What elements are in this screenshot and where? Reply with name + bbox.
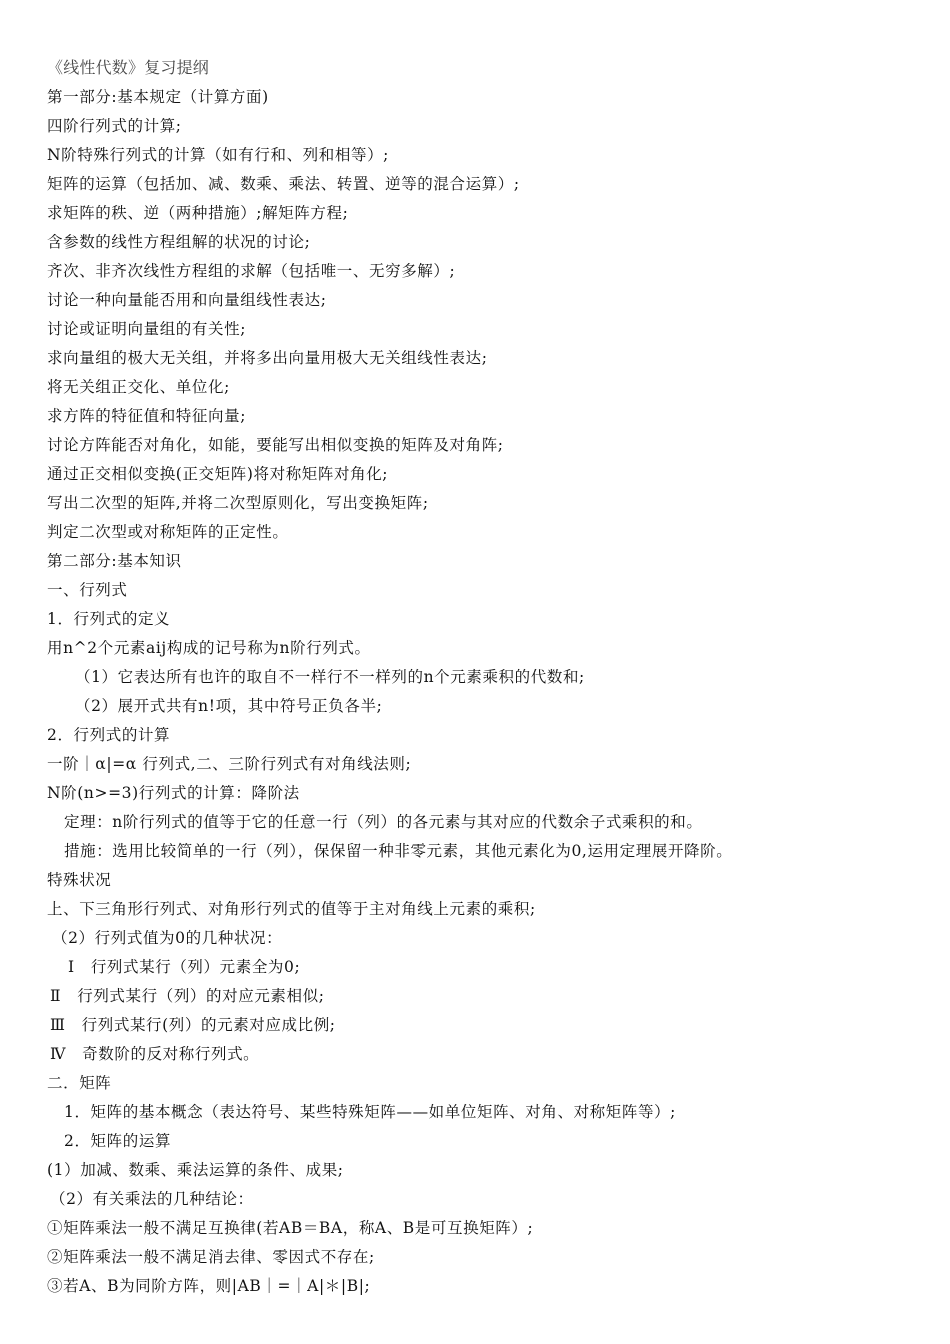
list-item: Ⅱ 行列式某行（列）的对应元素相似; bbox=[50, 987, 325, 1005]
body-text: 一阶｜α|=α 行列式,二、三阶行列式有对角线法则; bbox=[47, 755, 412, 773]
requirement-item: 齐次、非齐次线性方程组的求解（包括唯一、无穷多解）; bbox=[47, 262, 456, 280]
requirement-item: 求方阵的特征值和特征向量; bbox=[47, 407, 247, 425]
requirement-item: 讨论方阵能否对角化，如能，要能写出相似变换的矩阵及对角阵; bbox=[47, 436, 504, 454]
section-heading-matrix: 二．矩阵 bbox=[47, 1074, 112, 1092]
list-item: Ⅰ 行列式某行（列）元素全为0; bbox=[68, 958, 301, 976]
section-heading-determinant: 一、行列式 bbox=[47, 581, 128, 599]
subsection-heading: 2．行列式的计算 bbox=[47, 726, 171, 744]
part2-heading: 第二部分:基本知识 bbox=[47, 552, 182, 570]
body-text: （2）展开式共有n!项，其中符号正负各半; bbox=[75, 697, 383, 715]
requirement-item: 含参数的线性方程组解的状况的讨论; bbox=[47, 233, 311, 251]
requirement-item: 四阶行列式的计算; bbox=[47, 117, 182, 135]
list-item: ①矩阵乘法一般不满足互换律(若AB＝BA，称A、B是可互换矩阵）; bbox=[47, 1219, 534, 1237]
subsection-heading: 2．矩阵的运算 bbox=[64, 1132, 172, 1150]
body-text: (1）加减、数乘、乘法运算的条件、成果; bbox=[47, 1161, 344, 1179]
list-item: Ⅳ 奇数阶的反对称行列式。 bbox=[50, 1045, 260, 1063]
requirement-item: 通过正交相似变换(正交矩阵)将对称矩阵对角化; bbox=[47, 465, 389, 483]
subsection-heading: 1．矩阵的基本概念（表达符号、某些特殊矩阵——如单位矩阵、对角、对称矩阵等）; bbox=[64, 1103, 676, 1121]
requirement-item: 讨论或证明向量组的有关性; bbox=[47, 320, 247, 338]
requirement-item: 讨论一种向量能否用和向量组线性表达; bbox=[47, 291, 327, 309]
body-text: 用n^2个元素aij构成的记号称为n阶行列式。 bbox=[47, 639, 371, 657]
requirement-item: 将无关组正交化、单位化; bbox=[47, 378, 230, 396]
body-text: 上、下三角形行列式、对角形行列式的值等于主对角线上元素的乘积; bbox=[47, 900, 536, 918]
list-item: Ⅲ 行列式某行(列）的元素对应成比例; bbox=[50, 1016, 336, 1034]
requirement-item: 矩阵的运算（包括加、减、数乘、乘法、转置、逆等的混合运算）; bbox=[47, 175, 520, 193]
list-item: ③若A、B为同阶方阵，则|AB｜=｜A|＊|B|; bbox=[47, 1277, 371, 1295]
requirement-item: N阶特殊行列式的计算（如有行和、列和相等）; bbox=[47, 146, 389, 164]
requirement-item: 写出二次型的矩阵,并将二次型原则化，写出变换矩阵; bbox=[47, 494, 429, 512]
part1-heading: 第一部分:基本规定（计算方面) bbox=[47, 88, 269, 106]
theorem-text: 定理：n阶行列式的值等于它的任意一行（列）的各元素与其对应的代数余子式乘积的和。 bbox=[64, 813, 703, 831]
body-text: N阶(n>=3)行列式的计算：降阶法 bbox=[47, 784, 300, 802]
subsection-heading: 1．行列式的定义 bbox=[47, 610, 171, 628]
requirement-item: 求矩阵的秩、逆（两种措施）;解矩阵方程; bbox=[47, 204, 349, 222]
body-text: （2）行列式值为0的几种状况： bbox=[52, 929, 283, 947]
method-text: 措施：选用比较简单的一行（列），保保留一种非零元素，其他元素化为0,运用定理展开降阶。 bbox=[64, 842, 733, 860]
requirement-item: 求向量组的极大无关组，并将多出向量用极大无关组线性表达; bbox=[47, 349, 488, 367]
body-text: 特殊状况 bbox=[47, 871, 112, 889]
list-item: ②矩阵乘法一般不满足消去律、零因式不存在; bbox=[47, 1248, 375, 1266]
body-text: （2）有关乘法的几种结论： bbox=[50, 1190, 254, 1208]
requirement-item: 判定二次型或对称矩阵的正定性。 bbox=[47, 523, 289, 541]
body-text: （1）它表达所有也许的取自不一样行不一样列的n个元素乘积的代数和; bbox=[75, 668, 585, 686]
document-title: 《线性代数》复习提纲 bbox=[47, 58, 210, 77]
